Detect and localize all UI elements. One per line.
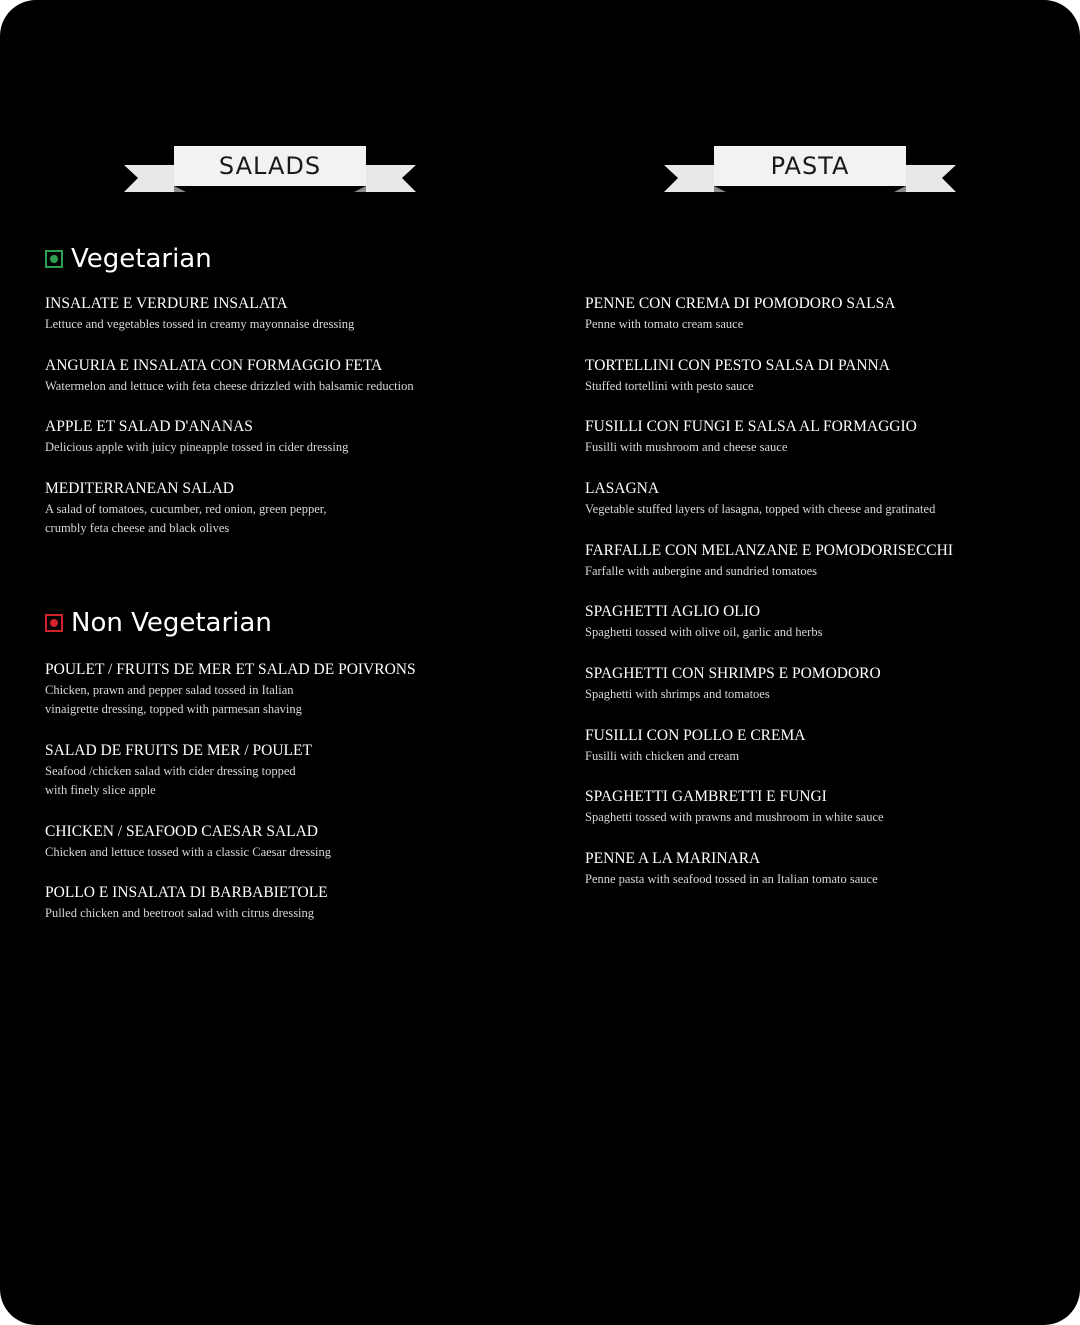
item-name: PENNE CON CREMA DI POMODORO SALSA [585,295,896,312]
non-vegetarian-label: Non Vegetarian [71,608,272,638]
item-name: FARFALLE CON MELANZANE E POMODORISECCHI [585,542,953,559]
item-name: FUSILLI CON POLLO E CREMA [585,727,806,744]
salads-title: SALADS [218,152,322,180]
list-item [585,356,1065,396]
non-vegetarian-heading [45,608,272,638]
item-name: INSALATE E VERDURE INSALATA [45,295,288,312]
list-item [585,787,1065,827]
list-item [45,294,525,334]
list-item [585,417,1065,457]
item-name: CHICKEN / SEAFOOD CAESAR SALAD [45,823,318,840]
non-veg-mark-icon [45,614,63,632]
veg-mark-icon [45,250,63,268]
item-name: LASAGNA [585,480,660,497]
list-item [585,602,1065,642]
list-item [585,479,1065,519]
item-description: Penne pasta with seafood tossed in an Italian tomato sauce [585,872,878,886]
list-item [45,660,525,719]
item-description: Chicken and lettuce tossed with a classic Caesar dressing [45,845,332,859]
item-description: Spaghetti tossed with olive oil, garlic and herbs [585,625,823,639]
item-description: Lettuce and vegetables tossed in creamy mayonnaise dressing [45,317,355,331]
list-item [585,849,1065,889]
item-description: Spaghetti with shrimps and tomatoes [585,687,770,701]
list-item [585,541,1065,581]
item-description: Fusilli with mushroom and cheese sauce [585,440,788,454]
item-description: A salad of tomatoes, cucumber, red onion, green pepper, crumbly feta cheese and black olives [45,502,327,535]
item-name: TORTELLINI CON PESTO SALSA DI PANNA [585,357,890,374]
item-description: Chicken, prawn and pepper salad tossed in Italian vinaigrette dressing, topped with parmesan shaving [45,683,302,716]
item-description: Penne with tomato cream sauce [585,317,744,331]
item-name: MEDITERRANEAN SALAD [45,480,235,497]
item-name: SPAGHETTI AGLIO OLIO [585,603,761,620]
item-name: SALAD DE FRUITS DE MER / POULET [45,742,312,759]
list-item [45,822,525,862]
list-item [45,356,525,396]
item-description: Pulled chicken and beetroot salad with citrus dressing [45,906,315,920]
pasta-ribbon [664,146,956,192]
list-item [585,664,1065,704]
item-description: Farfalle with aubergine and sundried tomatoes [585,564,817,578]
item-name: APPLE ET SALAD D'ANANAS [45,418,253,435]
item-description: Spaghetti tossed with prawns and mushroom in white sauce [585,810,884,824]
vegetarian-label: Vegetarian [71,244,212,274]
item-description: Delicious apple with juicy pineapple tossed in cider dressing [45,440,349,454]
list-item [45,883,525,923]
list-item [45,741,525,800]
item-description: Watermelon and lettuce with feta cheese drizzled with balsamic reduction [45,379,414,393]
pasta-title: PASTA [770,152,850,180]
list-item [585,294,1065,334]
list-item [585,726,1065,766]
item-description: Fusilli with chicken and cream [585,749,740,763]
salads-ribbon [124,146,416,192]
item-name: FUSILLI CON FUNGI E SALSA AL FORMAGGIO [585,418,917,435]
item-name: ANGURIA E INSALATA CON FORMAGGIO FETA [45,357,383,374]
vegetarian-heading [45,244,212,274]
item-name: SPAGHETTI CON SHRIMPS E POMODORO [585,665,881,682]
item-description: Vegetable stuffed layers of lasagna, topped with cheese and gratinated [585,502,936,516]
item-name: SPAGHETTI GAMBRETTI E FUNGI [585,788,827,805]
item-name: POULET / FRUITS DE MER ET SALAD DE POIVRONS [45,661,416,678]
item-name: PENNE A LA MARINARA [585,850,761,867]
item-description: Seafood /chicken salad with cider dressing topped with finely slice apple [45,764,296,797]
item-name: POLLO E INSALATA DI BARBABIETOLE [45,884,328,901]
list-item [45,417,525,457]
list-item [45,479,525,538]
item-description: Stuffed tortellini with pesto sauce [585,379,754,393]
